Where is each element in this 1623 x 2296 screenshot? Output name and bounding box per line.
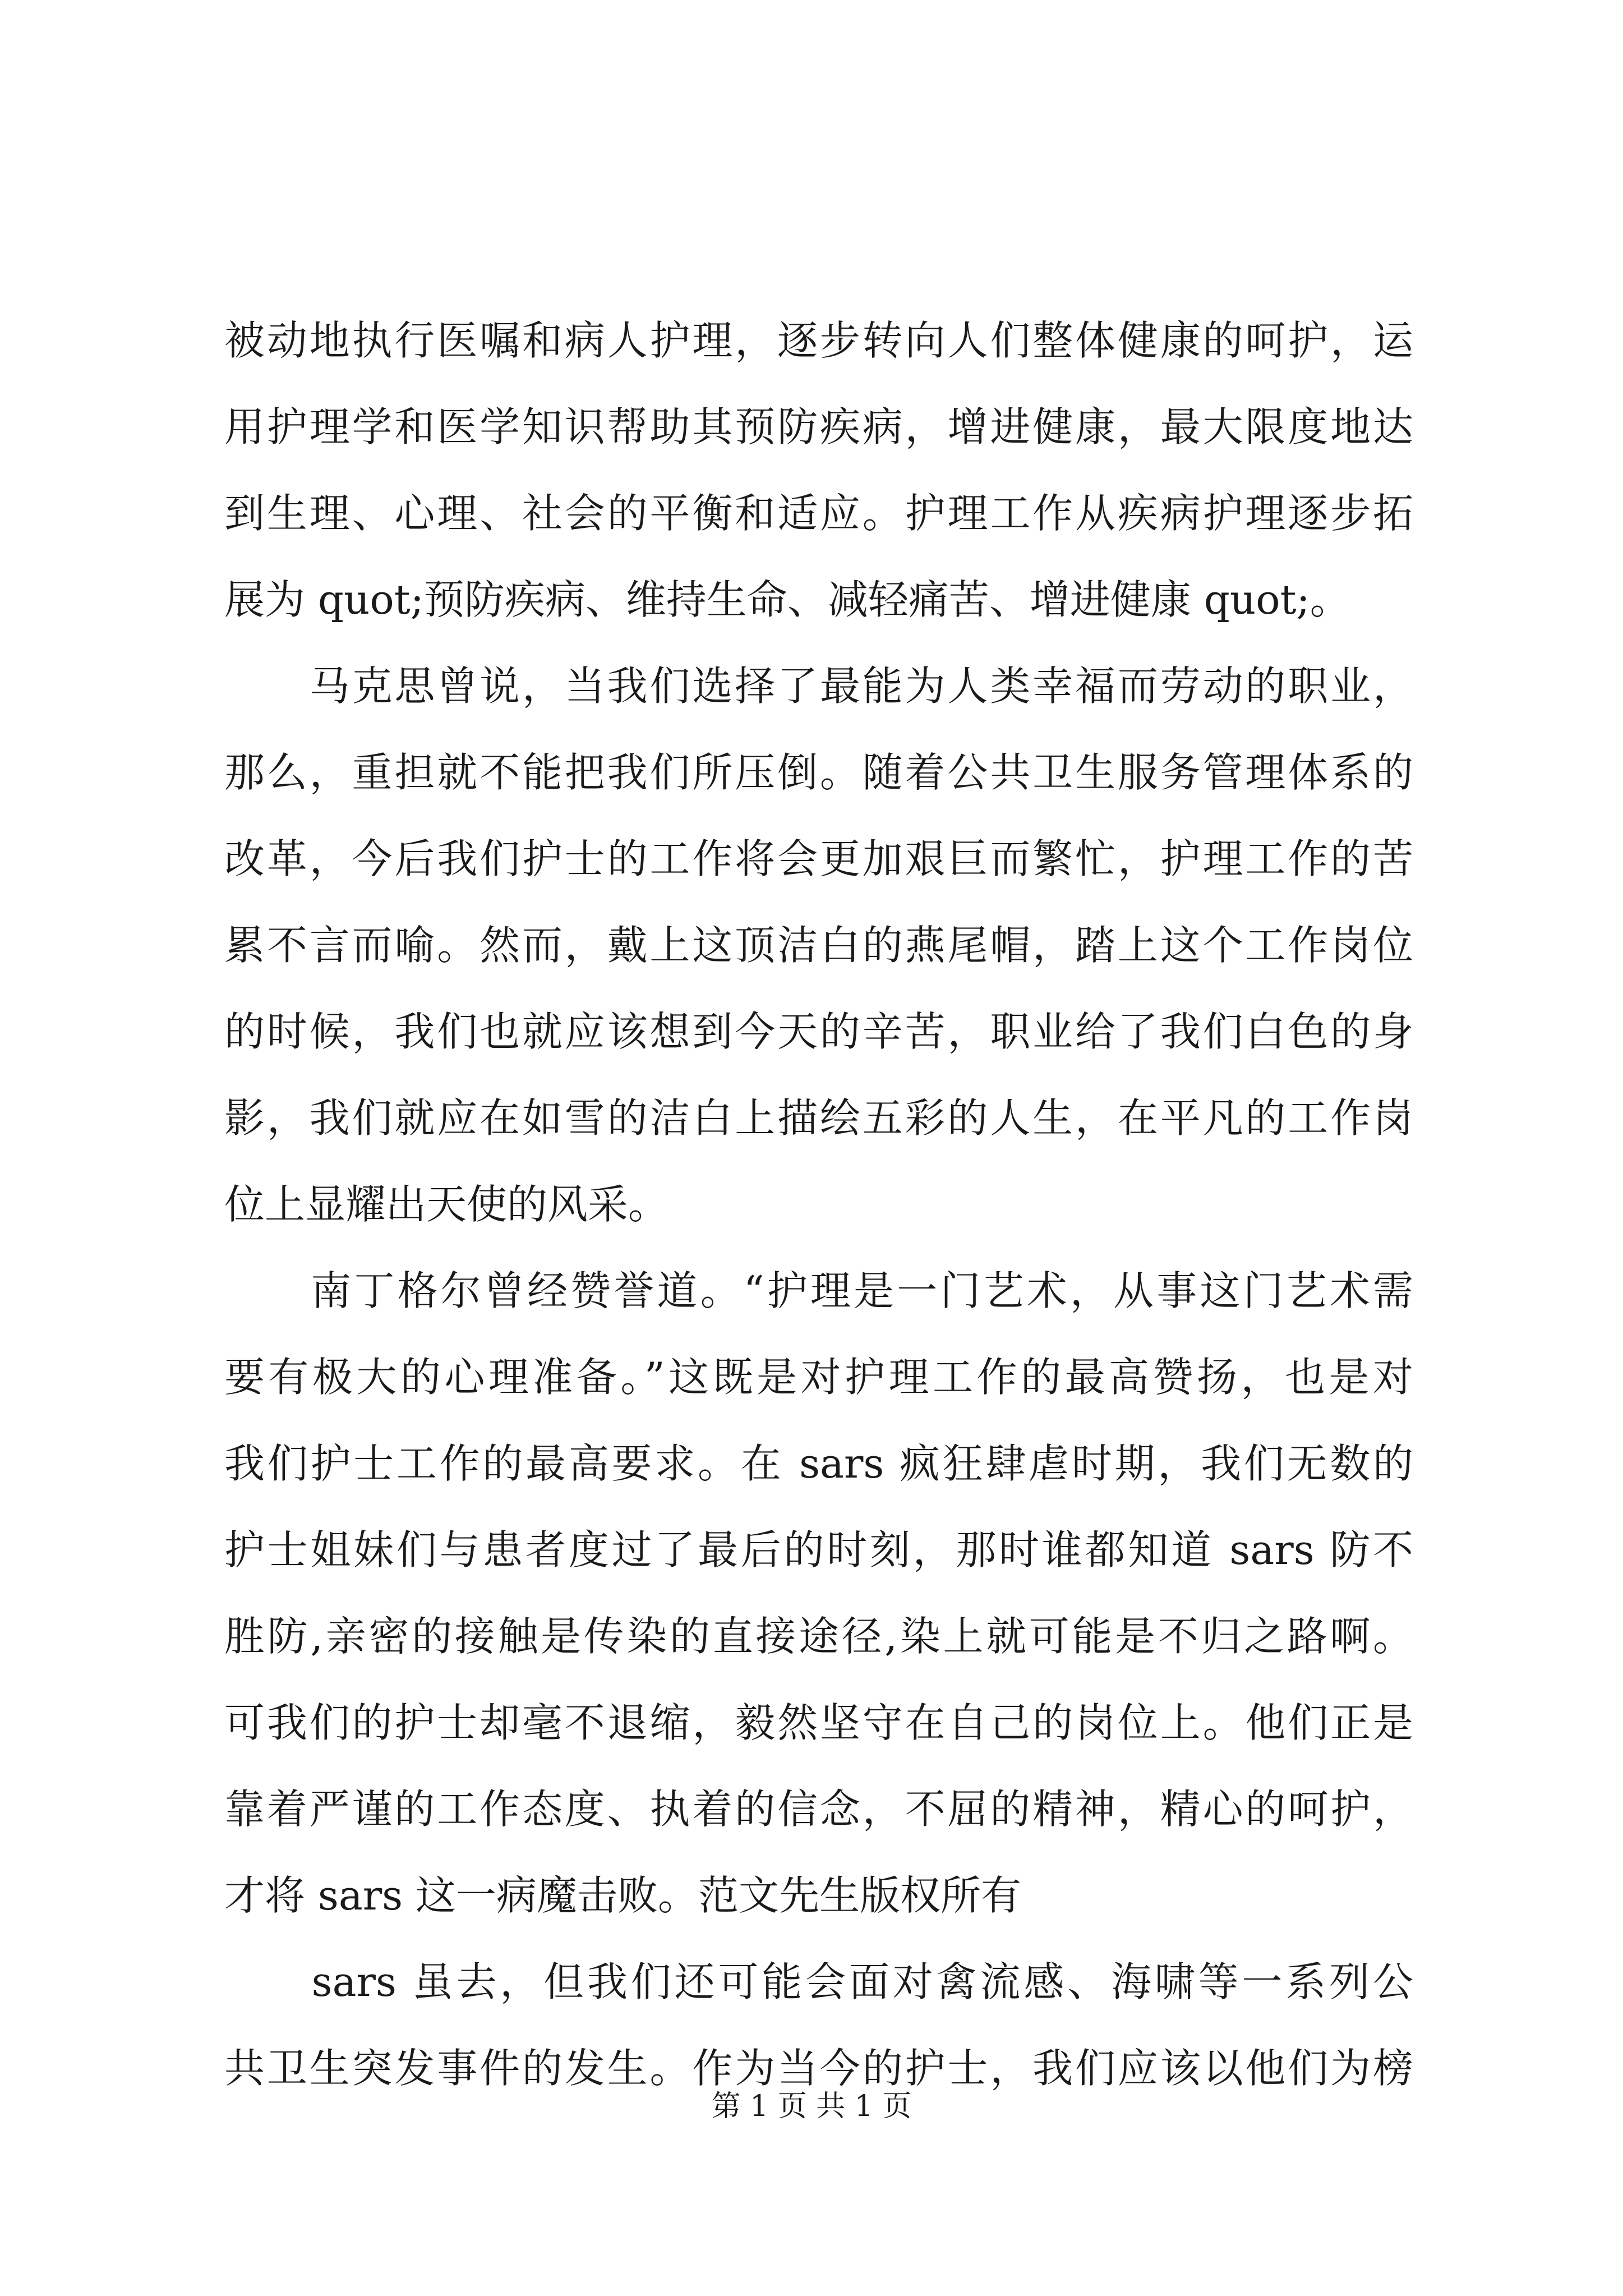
text-line: 那么，重担就不能把我们所压倒。随着公共卫生服务管理体系的 bbox=[224, 749, 1413, 796]
text-line: 马克思曾说，当我们选择了最能为人类幸福而劳动的职业， bbox=[224, 662, 1413, 710]
text-line: 累不言而喻。然而，戴上这顶洁白的燕尾帽，踏上这个工作岗位 bbox=[224, 922, 1413, 969]
text-line: 被动地执行医嘱和病人护理，逐步转向人们整体健康的呵护，运 bbox=[224, 317, 1413, 364]
text-line: 要有极大的心理准备。”这既是对护理工作的最高赞扬，也是对 bbox=[224, 1354, 1413, 1401]
text-line: 展为 quot;预防疾病、维持生命、减轻痛苦、增进健康 quot;。 bbox=[224, 576, 1350, 623]
text-line: 位上显耀出天使的风采。 bbox=[224, 1181, 669, 1228]
text-line: 共卫生突发事件的发生。作为当今的护士，我们应该以他们为榜 bbox=[224, 2045, 1413, 2092]
text-line: 用护理学和医学知识帮助其预防疾病，增进健康，最大限度地达 bbox=[224, 403, 1413, 450]
text-line: 到生理、心理、社会的平衡和适应。护理工作从疾病护理逐步拓 bbox=[224, 490, 1413, 537]
text-line: 才将 sars 这一病魔击败。范文先生版权所有 bbox=[224, 1872, 1022, 1919]
text-line: 的时候，我们也就应该想到今天的辛苦，职业给了我们白色的身 bbox=[224, 1008, 1413, 1055]
page-number-footer: 第 1 页 共 1 页 bbox=[711, 2090, 912, 2123]
text-line: 南丁格尔曾经赞誉道。“护理是一门艺术，从事这门艺术需 bbox=[224, 1267, 1413, 1314]
text-line: 我们护士工作的最高要求。在 sars 疯狂肆虐时期，我们无数的 bbox=[224, 1440, 1413, 1487]
text-line: 胜防,亲密的接触是传染的直接途径,染上就可能是不归之路啊。 bbox=[224, 1613, 1413, 1660]
text-line: 靠着严谨的工作态度、执着的信念，不屈的精神，精心的呵护， bbox=[224, 1786, 1413, 1833]
document-body bbox=[224, 297, 1413, 2111]
text-line: 改革，今后我们护士的工作将会更加艰巨而繁忙，护理工作的苦 bbox=[224, 835, 1413, 882]
text-line: 护士姐妹们与患者度过了最后的时刻，那时谁都知道 sars 防不 bbox=[224, 1526, 1413, 1573]
text-line: 可我们的护士却毫不退缩，毅然坚守在自己的岗位上。他们正是 bbox=[224, 1699, 1413, 1746]
text-line: sars 虽去，但我们还可能会面对禽流感、海啸等一系列公 bbox=[224, 1958, 1413, 2005]
text-line: 影，我们就应在如雪的洁白上描绘五彩的人生，在平凡的工作岗 bbox=[224, 1094, 1413, 1142]
